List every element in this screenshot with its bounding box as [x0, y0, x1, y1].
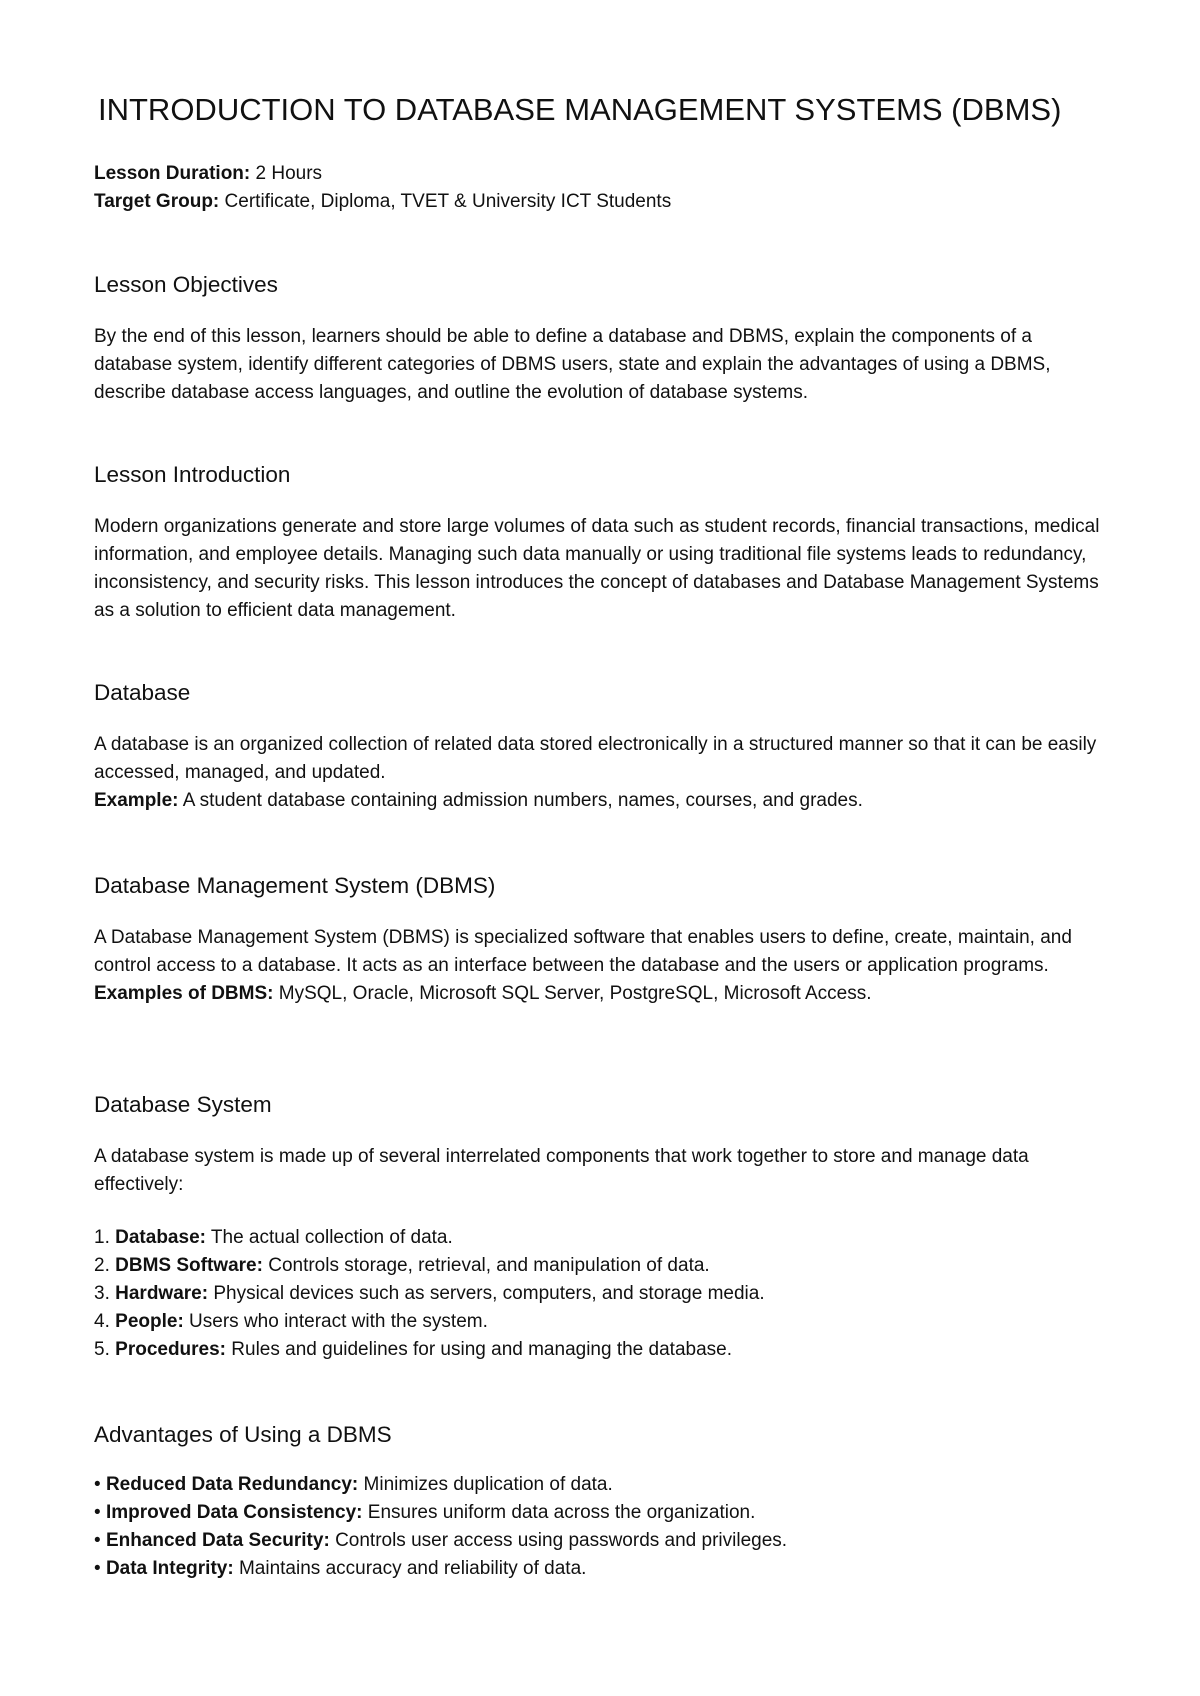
- dbms-examples-text: MySQL, Oracle, Microsoft SQL Server, PostgreSQL, Microsoft Access.: [278, 983, 872, 1004]
- database-example-label: Example:: [94, 790, 179, 811]
- lesson-duration-label: Lesson Duration:: [94, 163, 251, 184]
- lesson-duration: [94, 163, 322, 185]
- list-item: • Data Integrity: Maintains accuracy and reliability of data.: [94, 1558, 587, 1579]
- list-item: 4. People: Users who interact with the system.: [94, 1311, 488, 1332]
- database-text: [94, 731, 1114, 815]
- database-definition: A database is an organized collection of related data stored electronically in a structured manner so that it can be easily accessed, managed, and updated.: [94, 734, 1097, 783]
- list-item: • Improved Data Consistency: Ensures uniform data across the organization.: [94, 1502, 756, 1523]
- introduction-text: Modern organizations generate and store large volumes of data such as student records, financial transactions, medical information, and employee details. Managing such data manually or using traditional file systems leads to redundancy, inconsistency, and security risks. This lesson introduces the concept of databases and Database Management Systems as a solution to efficient data management.: [94, 516, 1100, 621]
- lesson-duration-value: 2 Hours: [255, 163, 323, 184]
- page-title: INTRODUCTION TO DATABASE MANAGEMENT SYSTEMS (DBMS): [98, 92, 1062, 127]
- introduction-heading: Lesson Introduction: [94, 462, 291, 487]
- database-system-text: A database system is made up of several interrelated components that work together to store and manage data effectively:: [94, 1146, 1029, 1195]
- list-item: 1. Database: The actual collection of data.: [94, 1227, 453, 1248]
- bullet: •: [94, 1502, 101, 1523]
- bullet: •: [94, 1530, 101, 1551]
- dbms-text: [94, 924, 1114, 1008]
- list-item: • Enhanced Data Security: Controls user access using passwords and privileges.: [94, 1530, 788, 1551]
- dbms-examples-label: Examples of DBMS:: [94, 983, 274, 1004]
- target-group-label: Target Group:: [94, 191, 220, 212]
- advantages-heading: Advantages of Using a DBMS: [94, 1422, 392, 1447]
- database-example-text: A student database containing admission numbers, names, courses, and grades.: [182, 790, 863, 811]
- list-item: 5. Procedures: Rules and guidelines for using and managing the database.: [94, 1339, 732, 1360]
- database-heading: Database: [94, 680, 191, 705]
- dbms-heading: Database Management System (DBMS): [94, 873, 496, 898]
- target-group-value: Certificate, Diploma, TVET & University ICT Students: [224, 191, 672, 212]
- database-system-heading: Database System: [94, 1092, 272, 1117]
- objectives-text: By the end of this lesson, learners should be able to define a database and DBMS, explain the components of a database system, identify different categories of DBMS users, state and explain the advantages of using a DBMS, describe database access languages, and outline the evolution of database systems.: [94, 326, 1051, 403]
- dbms-definition: A Database Management System (DBMS) is specialized software that enables users to define, create, maintain, and control access to a database. It acts as an interface between the database and the users or application programs.: [94, 927, 1072, 976]
- bullet: •: [94, 1474, 101, 1495]
- list-item: • Reduced Data Redundancy: Minimizes duplication of data.: [94, 1474, 613, 1495]
- list-item: 2. DBMS Software: Controls storage, retrieval, and manipulation of data.: [94, 1255, 710, 1276]
- target-group: [94, 191, 671, 213]
- bullet: •: [94, 1558, 101, 1579]
- objectives-heading: Lesson Objectives: [94, 272, 278, 297]
- list-item: 3. Hardware: Physical devices such as servers, computers, and storage media.: [94, 1283, 765, 1304]
